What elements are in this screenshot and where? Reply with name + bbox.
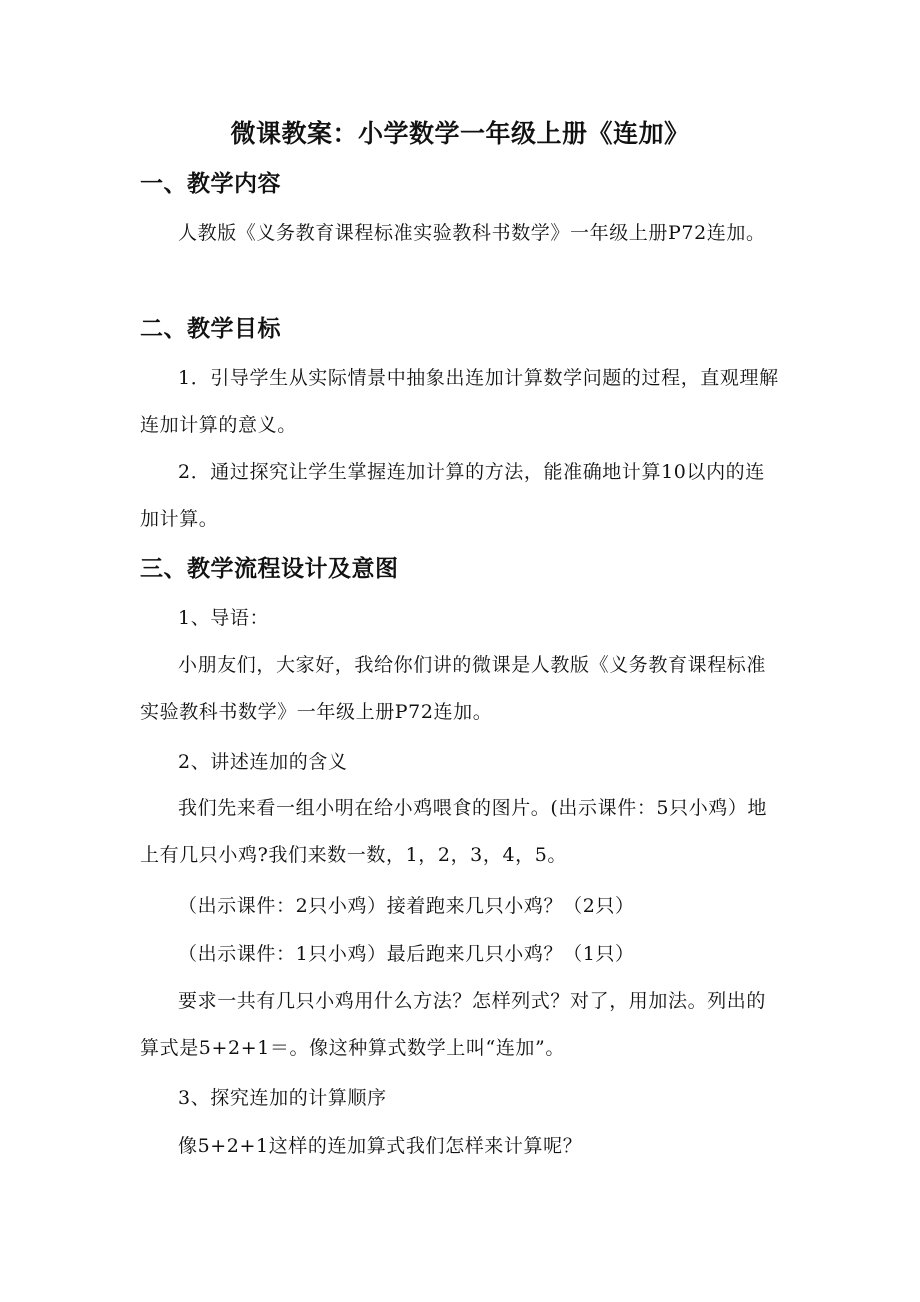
section-heading-process: 三、教学流程设计及意图 (140, 556, 399, 582)
step-3-label: 3、探究连加的计算顺序 (178, 1087, 387, 1109)
paragraph-step-1: 小朋友们，大家好，我给你们讲的微课是人教版《义务教育课程标准实验教科书数学》一年级上册P72连加。 (140, 654, 767, 723)
document-title: 微课教案：小学数学一年级上册《连加》 (230, 119, 690, 148)
paragraph-step-2-d: 要求一共有几只小鸡用什么方法？怎样列式？对了，用加法。列出的算式是5+2+1＝。像这种算式数学上叫“连加”。 (140, 990, 767, 1059)
section-heading-content: 一、教学内容 (140, 171, 281, 197)
paragraph-goal-1: 1．引导学生从实际情景中抽象出连加计算数学问题的过程，直观理解连加计算的意义。 (140, 367, 779, 436)
step-2-label: 2、讲述连加的含义 (178, 751, 348, 773)
paragraph-step-2-b: （出示课件：2只小鸡）接着跑来几只小鸡？（2只） (178, 895, 635, 917)
step-1-label: 1、导语： (178, 607, 270, 629)
paragraph-step-3: 像5+2+1这样的连加算式我们怎样来计算呢？ (178, 1135, 583, 1157)
paragraph-step-2-a: 我们先来看一组小明在给小鸡喂食的图片。(出示课件：5只小鸡）地上有几只小鸡?我们来数一数，1，2，3，4，5。 (140, 797, 768, 866)
paragraph-step-2-c: （出示课件：1只小鸡）最后跑来几只小鸡？（1只） (178, 943, 635, 965)
paragraph-goal-2: 2．通过探究让学生掌握连加计算的方法，能准确地计算10以内的连加计算。 (140, 461, 765, 530)
section-heading-goals: 二、教学目标 (140, 316, 281, 342)
paragraph-content: 人教版《义务教育课程标准实验教科书数学》一年级上册P72连加。 (178, 222, 766, 244)
